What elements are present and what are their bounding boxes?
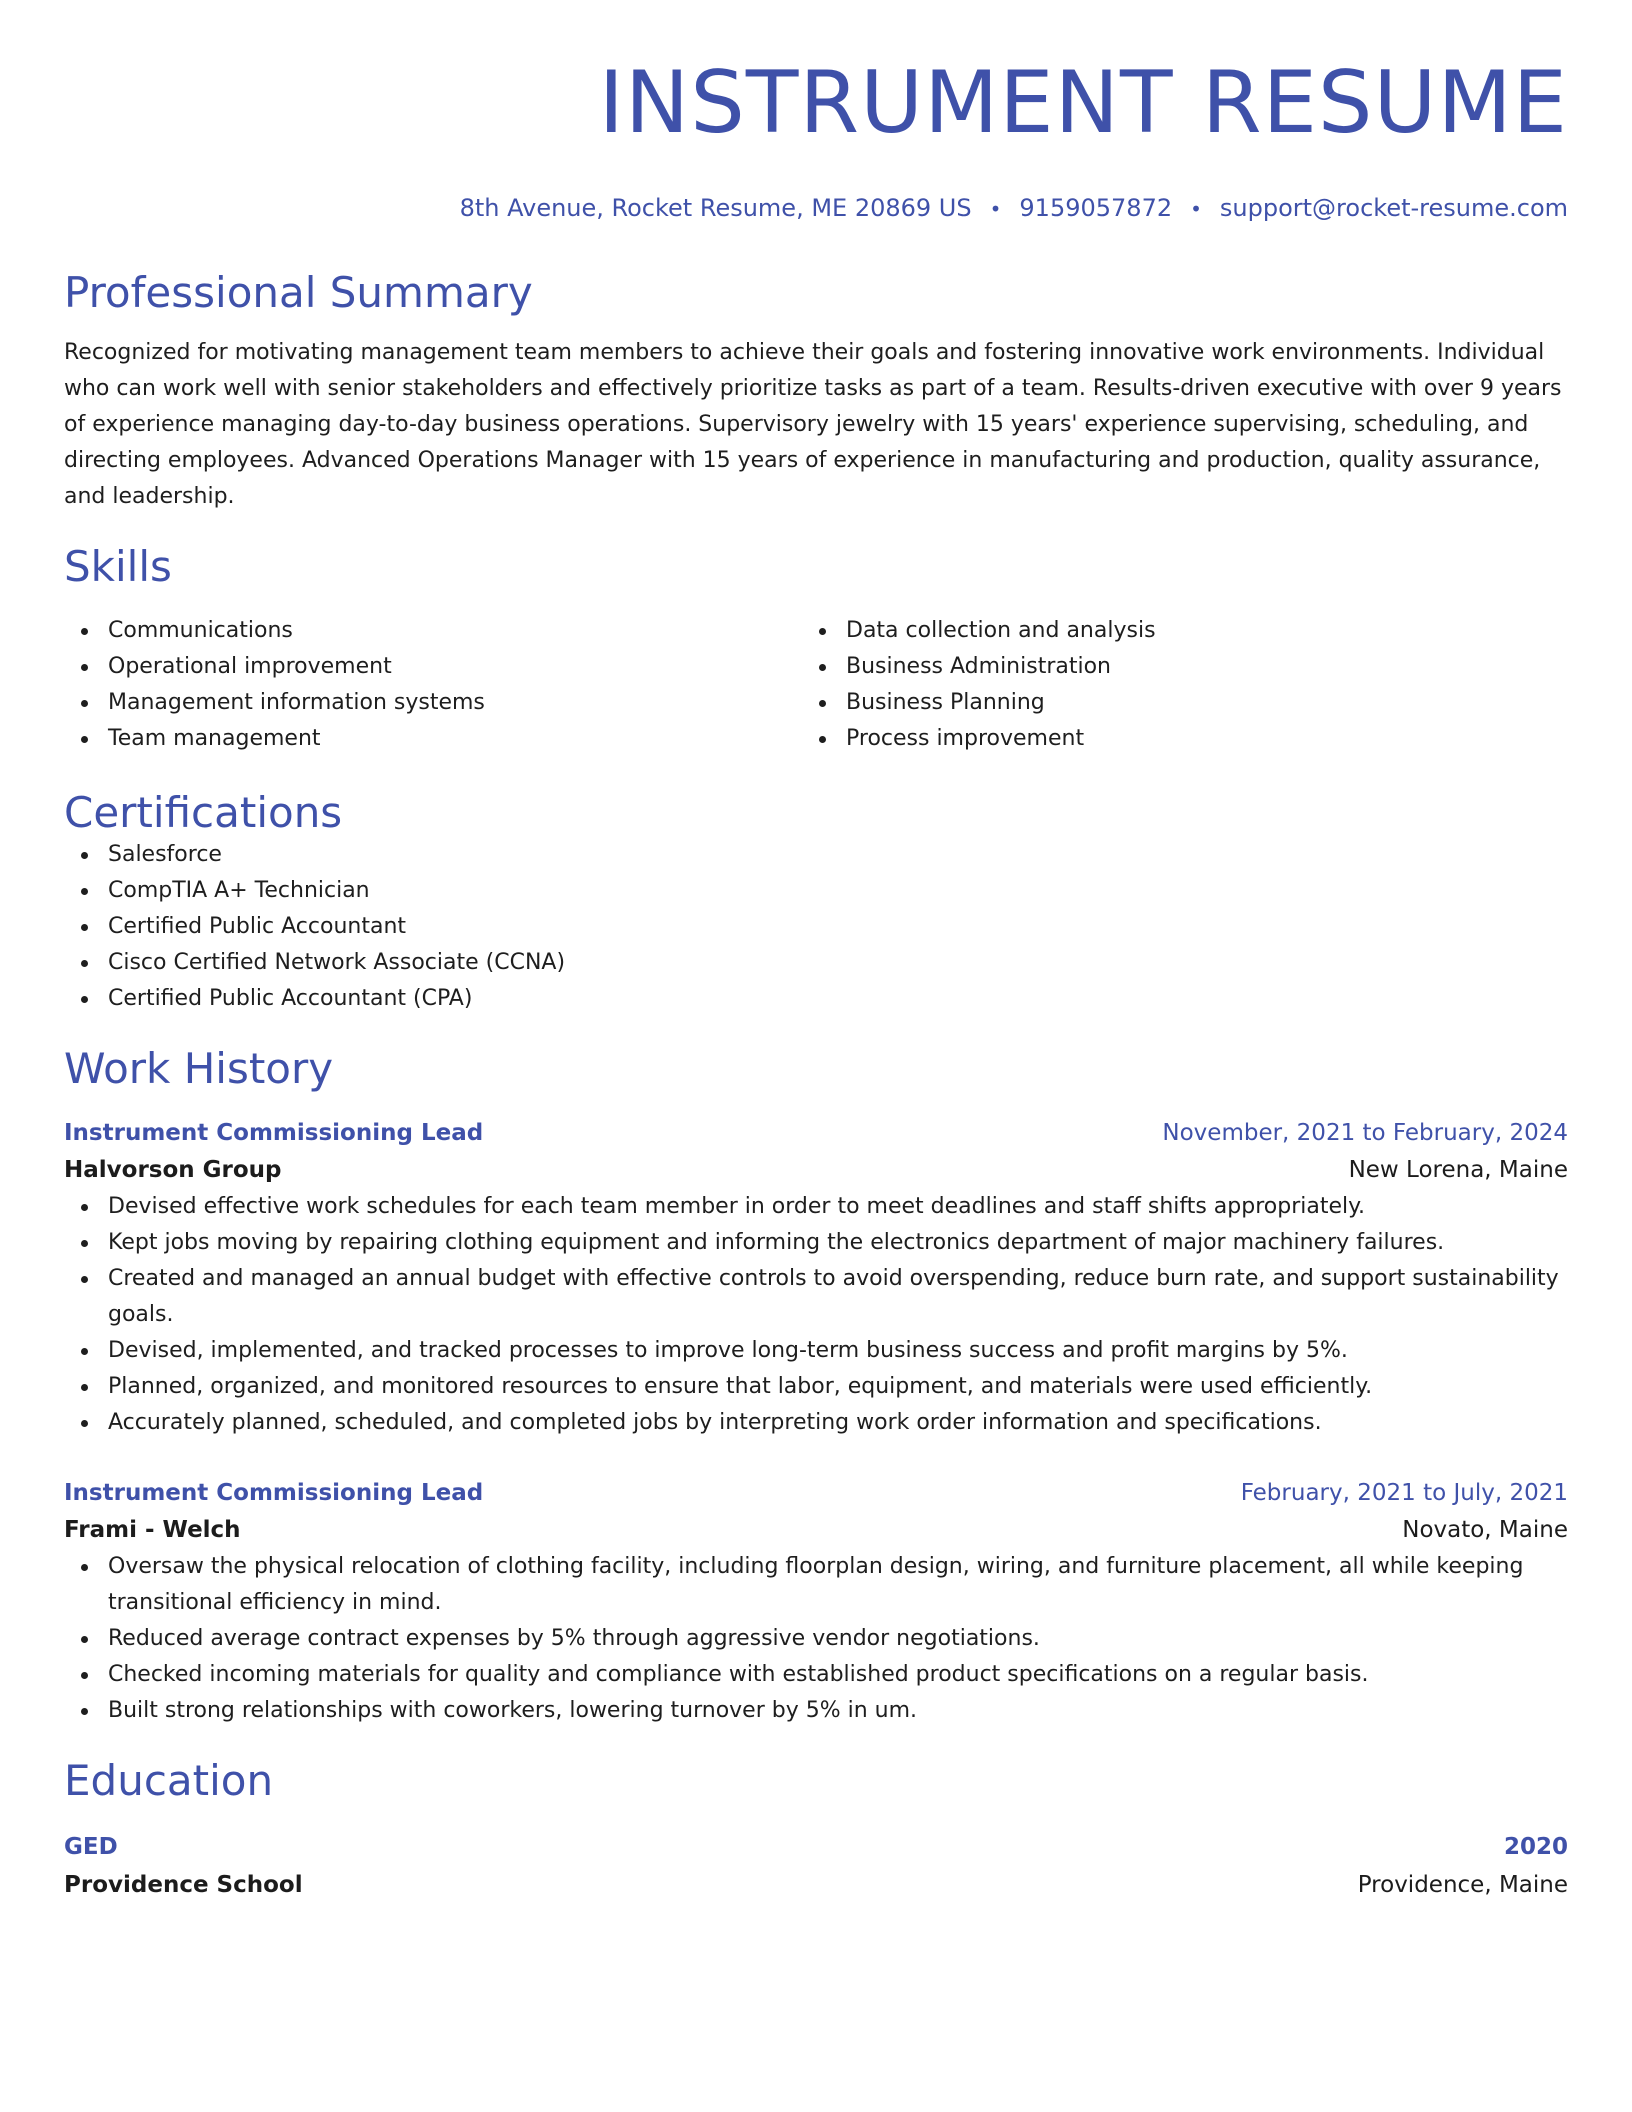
job-location: New Lorena, Maine <box>1348 1157 1568 1183</box>
skills-list-left <box>64 613 802 757</box>
certifications-list <box>64 837 1568 1017</box>
skill-item: Business Planning <box>802 685 1540 721</box>
section-title-skills: Skills <box>64 542 172 591</box>
skills-grid <box>64 613 1568 757</box>
job-entry <box>64 1475 1568 1729</box>
job-bullet: Checked incoming materials for quality and compliance with established product specifications on a regular basis. <box>64 1657 1568 1693</box>
job-bullet: Planned, organized, and monitored resources to ensure that labor, equipment, and materials were used efficiently. <box>64 1369 1568 1405</box>
section-title-summary: Professional Summary <box>64 268 533 317</box>
certification-item: CompTIA A+ Technician <box>64 873 1568 909</box>
job-entry <box>64 1115 1568 1441</box>
skill-item: Business Administration <box>802 649 1540 685</box>
job-title: Instrument Commissioning Lead <box>64 1120 484 1146</box>
job-bullets <box>64 1549 1568 1729</box>
education-school-row <box>64 1865 1568 1905</box>
resume-name: INSTRUMENT RESUME <box>598 53 1568 153</box>
certification-item: Cisco Certified Network Associate (CCNA) <box>64 945 1568 981</box>
job-bullet: Built strong relationships with coworkers, lowering turnover by 5% in um. <box>64 1693 1568 1729</box>
job-bullets <box>64 1189 1568 1441</box>
certification-item: Salesforce <box>64 837 1568 873</box>
separator-dot: • <box>1190 197 1202 221</box>
summary-text: Recognized for motivating management team members to achieve their goals and fostering innovative work environments. Individual who can work well with senior stakeholders and effectively prioritize tasks as part of a team. Results-driven executive with over 9 years of experience managing day-to-day business operations. Supervisory jewelry with 15 years' experience supervising, scheduling, and directing employees. Advanced Operations Manager with 15 years of experience in manufacturing and production, quality assurance, and leadership. <box>64 340 1562 509</box>
section-title-work-history: Work History <box>64 1044 334 1093</box>
education-location: Providence, Maine <box>1357 1872 1568 1898</box>
job-header-row <box>64 1115 1568 1151</box>
job-dates: November, 2021 to February, 2024 <box>1162 1120 1568 1146</box>
education-header-row <box>64 1829 1568 1865</box>
certification-item: Certified Public Accountant (CPA) <box>64 981 1568 1017</box>
job-bullet: Created and managed an annual budget with effective controls to avoid overspending, reduce burn rate, and support sustainability goals. <box>64 1261 1568 1333</box>
skill-item: Communications <box>64 613 802 649</box>
job-dates: February, 2021 to July, 2021 <box>1240 1480 1568 1506</box>
job-company-row <box>64 1511 1568 1549</box>
job-bullet: Reduced average contract expenses by 5% through aggressive vendor negotiations. <box>64 1621 1568 1657</box>
separator-dot: • <box>989 197 1002 221</box>
skills-list-right <box>802 613 1540 757</box>
job-bullet: Accurately planned, scheduled, and completed jobs by interpreting work order information and specifications. <box>64 1405 1568 1441</box>
section-title-certifications: Certifications <box>64 788 343 837</box>
job-bullet: Kept jobs moving by repairing clothing equipment and informing the electronics department of major machinery failures. <box>64 1225 1568 1261</box>
section-title-education: Education <box>64 1756 274 1805</box>
education-year: 2020 <box>1503 1834 1568 1860</box>
job-header-row <box>64 1475 1568 1511</box>
job-bullet: Oversaw the physical relocation of clothing facility, including floorplan design, wiring, and furniture placement, all while keeping transitional efficiency in mind. <box>64 1549 1568 1621</box>
contact-address: 8th Avenue, Rocket Resume, ME 20869 US <box>459 194 972 222</box>
job-bullet: Devised, implemented, and tracked processes to improve long-term business success and profit margins by 5%. <box>64 1333 1568 1369</box>
contact-phone: 9159057872 <box>1019 194 1173 222</box>
certification-item: Certified Public Accountant <box>64 909 1568 945</box>
job-location: Novato, Maine <box>1402 1517 1568 1543</box>
contact-line <box>64 194 1568 223</box>
skill-item: Data collection and analysis <box>802 613 1540 649</box>
job-company: Halvorson Group <box>64 1157 282 1183</box>
job-company: Frami - Welch <box>64 1517 241 1543</box>
skill-item: Operational improvement <box>64 649 802 685</box>
education-degree: GED <box>64 1834 118 1860</box>
skill-item: Management information systems <box>64 685 802 721</box>
education-entry <box>64 1829 1568 1905</box>
skill-item: Process improvement <box>802 721 1540 757</box>
job-title: Instrument Commissioning Lead <box>64 1480 484 1506</box>
job-bullet: Devised effective work schedules for each team member in order to meet deadlines and staff shifts appropriately. <box>64 1189 1568 1225</box>
job-company-row <box>64 1151 1568 1189</box>
education-school: Providence School <box>64 1872 303 1898</box>
contact-email: support@rocket-resume.com <box>1219 194 1568 222</box>
skill-item: Team management <box>64 721 802 757</box>
